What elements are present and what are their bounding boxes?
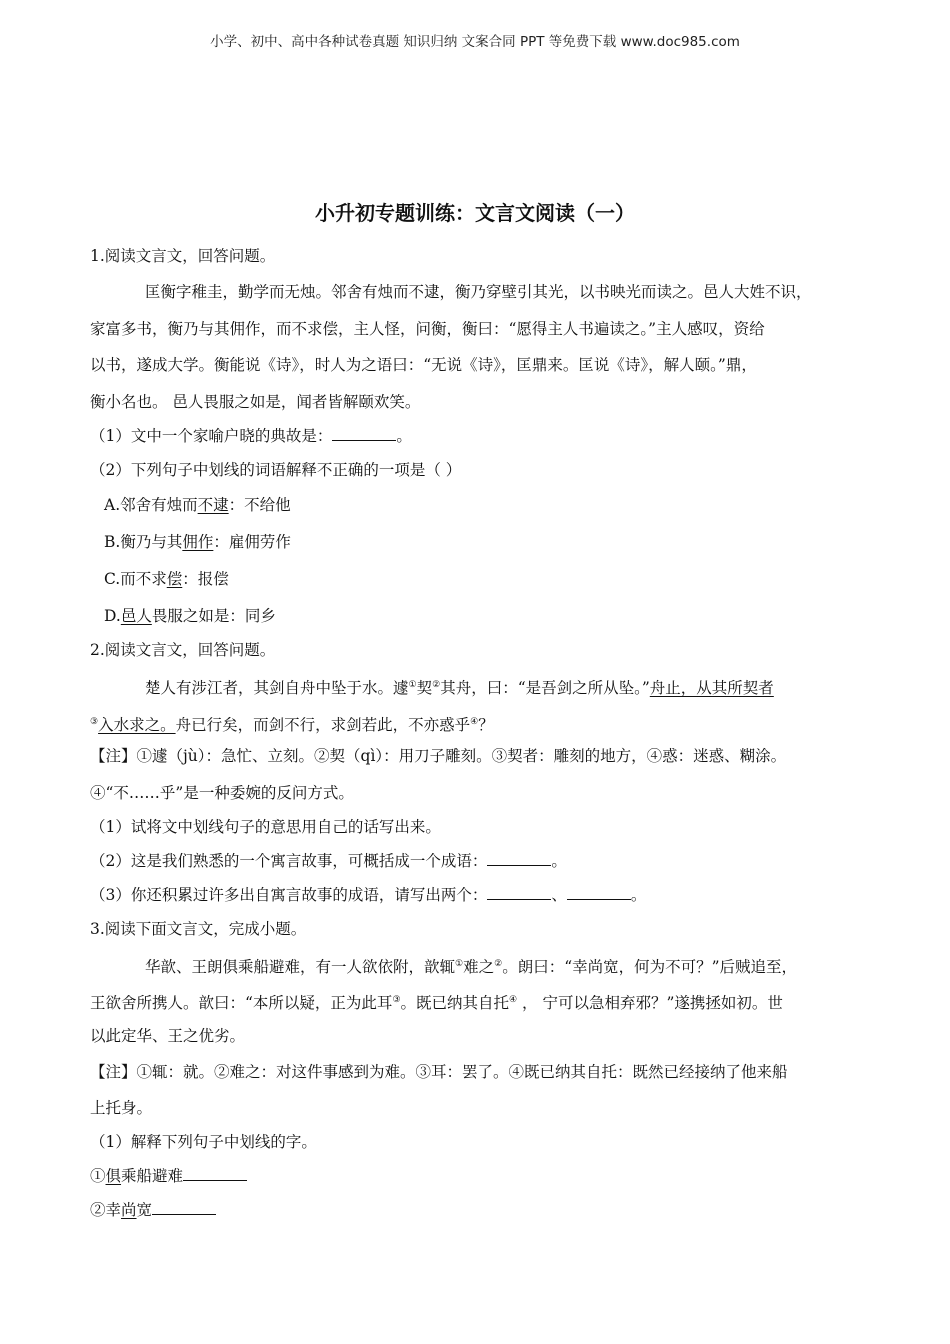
q1-subquestion-2: （2）下列句子中划线的词语解释不正确的一项是（ ）: [90, 461, 462, 479]
q1-subquestion-1: （1）文中一个家喻户晓的典故是： 。: [90, 427, 412, 445]
q2-note-line-2: ④“不……乎”是一种委婉的反问方式。: [90, 784, 354, 802]
q1-option-c[interactable]: C.而不求偿：报偿: [104, 570, 229, 588]
q1-option-b[interactable]: B.衡乃与其佣作：雇佣劳作: [104, 533, 291, 551]
q3-subquestion-1: （1）解释下列句子中划线的字。: [90, 1133, 317, 1151]
q1-passage-line-1: 匡衡字稚圭，勤学而无烛。邻舍有烛而不逮，衡乃穿壁引其光，以书映光而读之。邑人大姓不识，: [145, 283, 812, 301]
q2-subquestion-1: （1）试将文中划线句子的意思用自己的话写出来。: [90, 818, 441, 836]
answer-blank[interactable]: [567, 885, 631, 900]
q1-option-a[interactable]: A.邻舍有烛而不逮：不给他: [104, 496, 291, 514]
q2-heading: 2.阅读文言文，回答问题。: [90, 641, 276, 659]
answer-blank[interactable]: [487, 885, 551, 900]
q2-passage-line-2: ③入水求之。舟已行矣，而剑不行，求剑若此，不亦惑乎④？: [90, 716, 494, 735]
q3-heading: 3.阅读下面文言文，完成小题。: [90, 920, 307, 938]
q2-note-line-1: 【注】①遽（jù）：急忙、立刻。②契（qì）：用刀子雕刻。③契者：雕刻的地方，④惑：迷惑、糊涂。: [90, 747, 787, 765]
q3-note-line-2: 上托身。: [90, 1099, 153, 1117]
q3-note-line-1: 【注】①辄：就。②难之：对这件事感到为难。③耳：罢了。④既已纳其自托：既然已经接纳了他来船: [90, 1063, 788, 1081]
answer-blank[interactable]: [487, 851, 551, 866]
q3-passage-line-2: 王欲舍所携人。歆曰：“本所以疑，正为此耳③。既已纳其自托④ ， 宁可以急相弃邪？”遂携拯如初。世: [90, 994, 783, 1013]
answer-blank[interactable]: [152, 1200, 216, 1215]
q3-passage-line-1: 华歆、王朗俱乘船避难，有一人欲依附，歆辄①难之②。朗曰：“幸尚宽，何为不可？”后贼追至，: [145, 958, 798, 977]
q2-passage-line-1: 楚人有涉江者，其剑自舟中坠于水。遽①契②其舟，曰：“是吾剑之所从坠。”舟止，从其所契者: [145, 679, 774, 698]
answer-blank[interactable]: [332, 426, 396, 441]
q1-heading: 1.阅读文言文，回答问题。: [90, 247, 276, 265]
q3-passage-line-3: 以此定华、王之优劣。: [90, 1027, 246, 1045]
q3-item-2: ②幸尚宽: [90, 1200, 216, 1220]
q2-subquestion-2: （2）这是我们熟悉的一个寓言故事，可概括成一个成语： 。: [90, 852, 567, 870]
page-header: 小学、初中、高中各种试卷真题 知识归纳 文案合同 PPT 等免费下载 www.doc985.com: [210, 34, 740, 50]
answer-blank[interactable]: [183, 1166, 247, 1181]
page-title: 小升初专题训练：文言文阅读（一）: [315, 201, 635, 225]
q1-passage-line-2: 家富多书，衡乃与其佣作，而不求偿，主人怪，问衡，衡曰：“愿得主人书遍读之。”主人感叹，资给: [90, 320, 765, 338]
q3-item-1: ①俱乘船避难: [90, 1166, 247, 1186]
q1-option-d[interactable]: D.邑人畏服之如是：同乡: [104, 607, 276, 625]
q1-passage-line-4: 衡小名也。 邑人畏服之如是，闻者皆解颐欢笑。: [90, 393, 421, 411]
q2-subquestion-3: （3）你还积累过许多出自寓言故事的成语，请写出两个： 、 。: [90, 886, 647, 904]
q1-passage-line-3: 以书，遂成大学。衡能说《诗》，时人为之语曰：“无说《诗》，匡鼎来。匡说《诗》，解人颐。”鼎，: [90, 356, 757, 374]
